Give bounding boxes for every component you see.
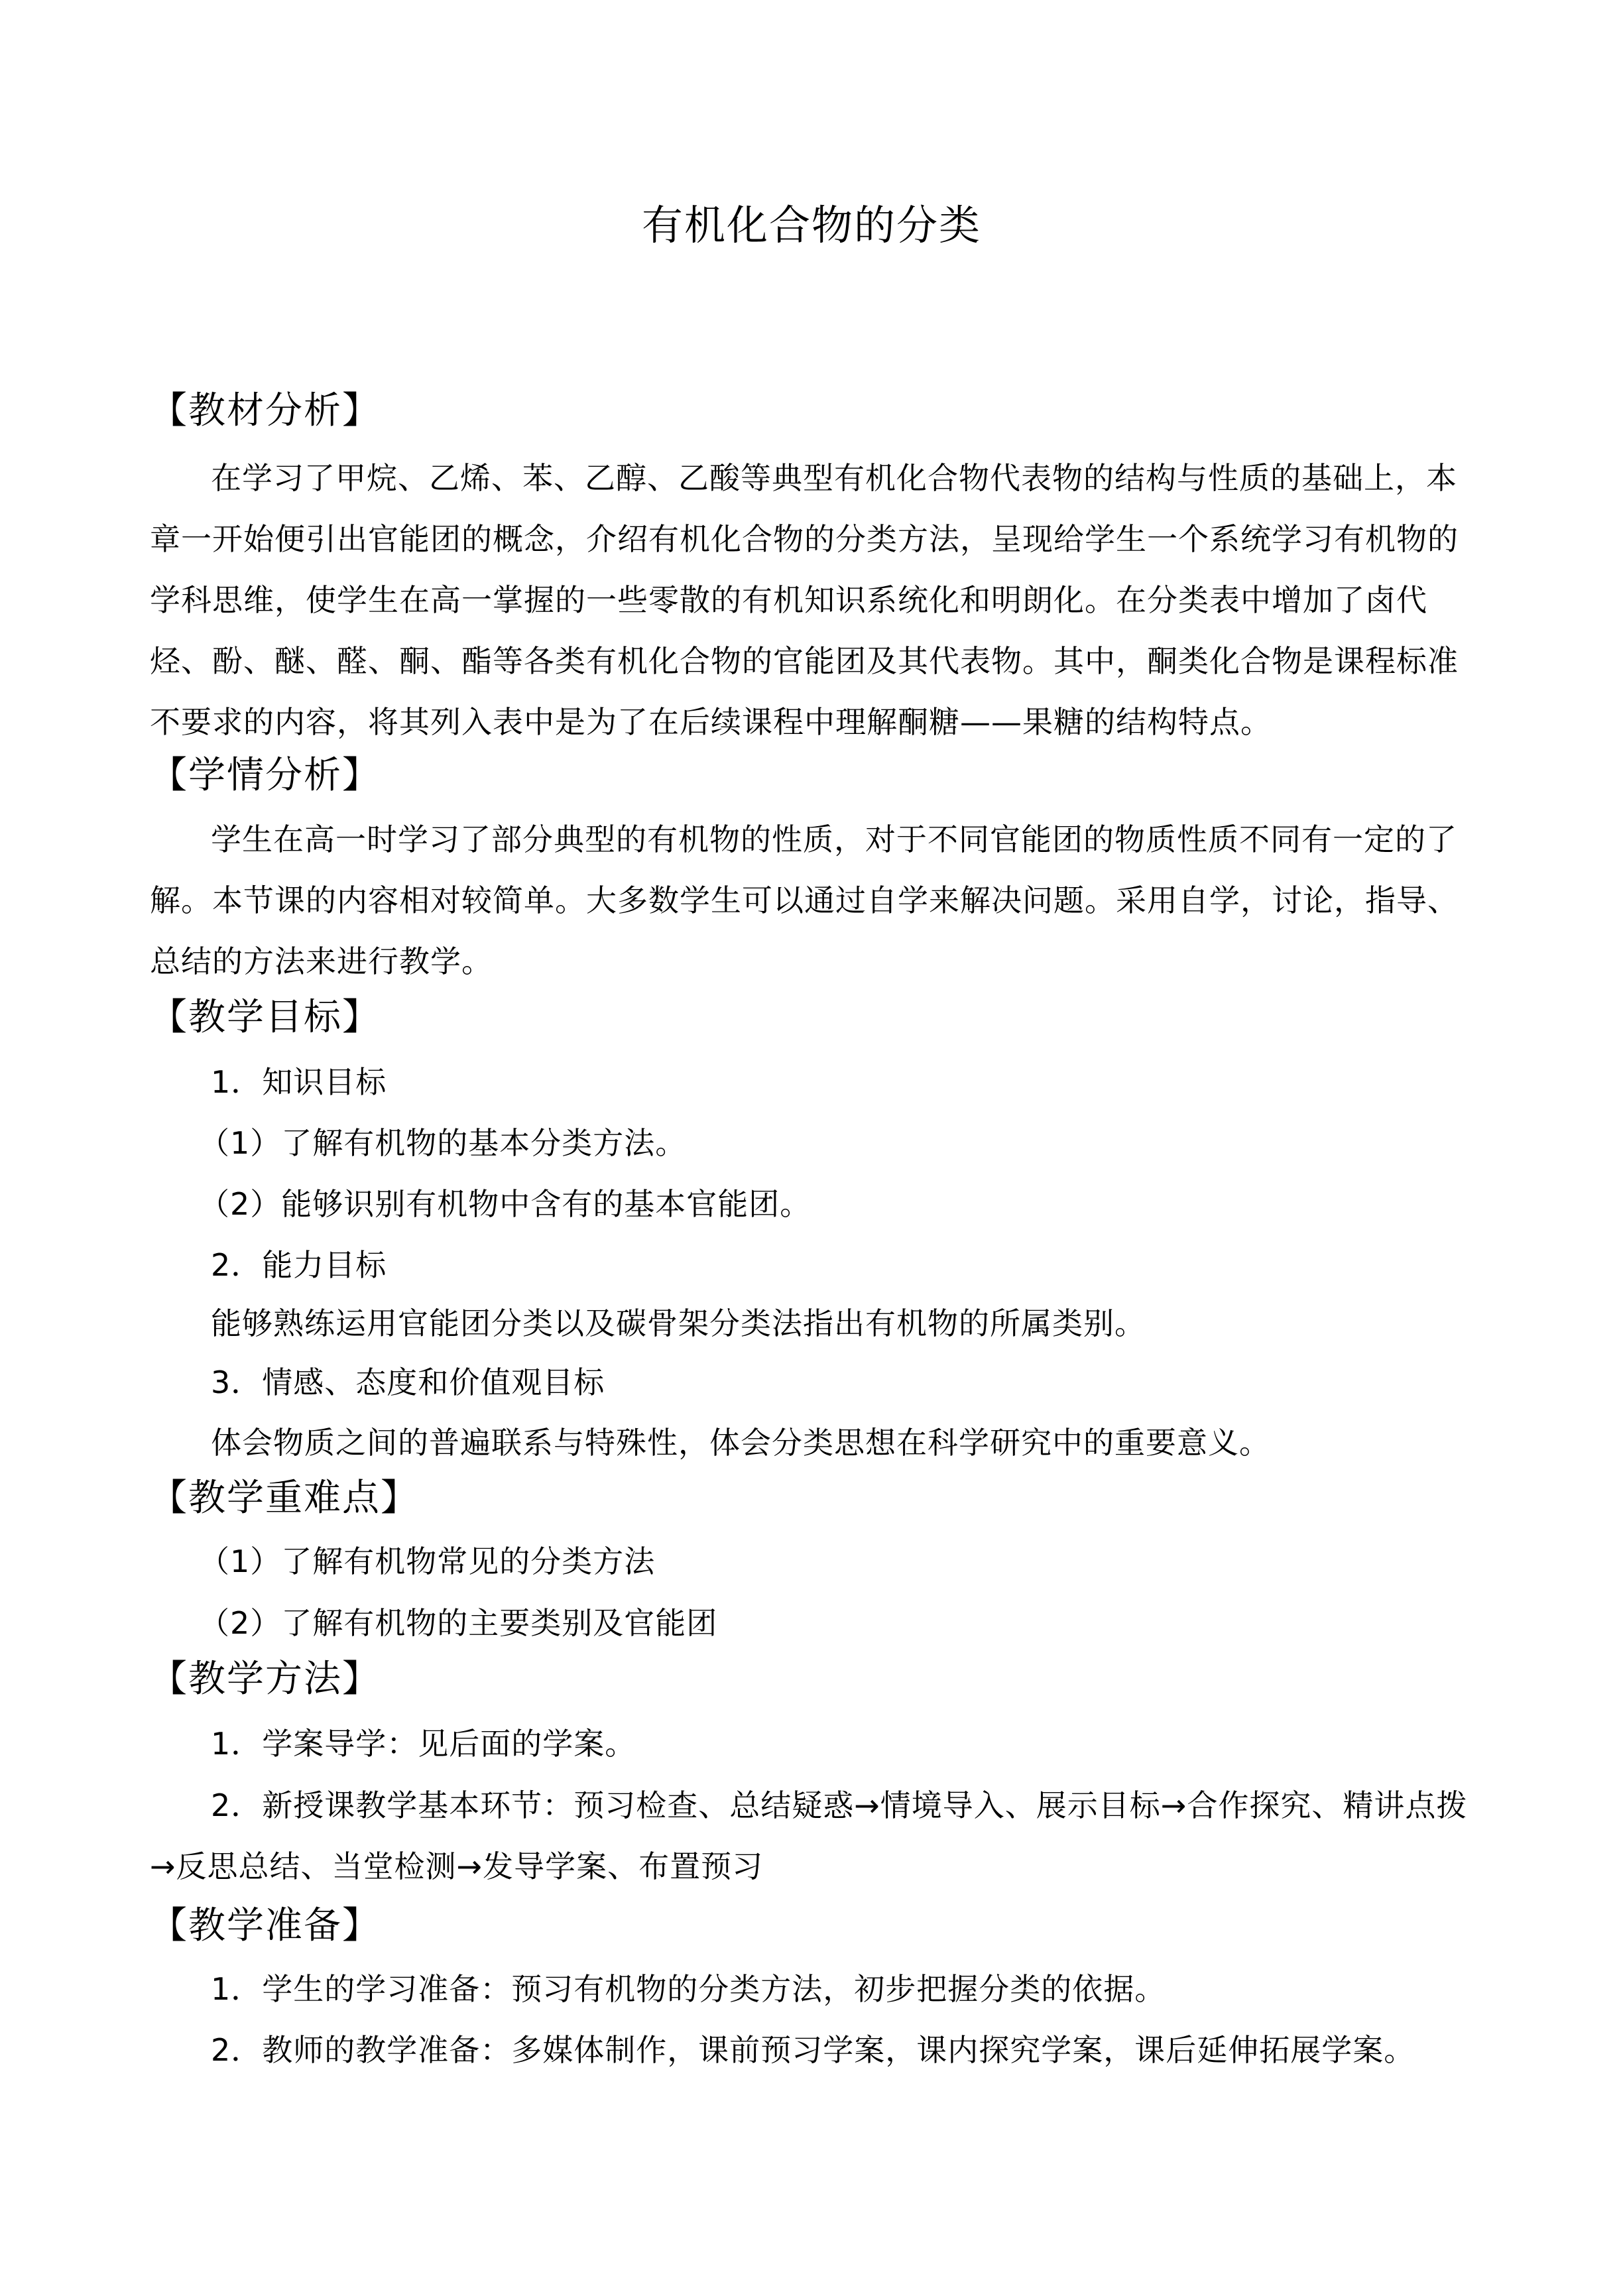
section-heading-key-points: 【教学重难点】 [150, 1477, 419, 1520]
section-heading-textbook: 【教材分析】 [150, 389, 381, 432]
page-title: 有机化合物的分类 [641, 201, 981, 249]
goal-knowledge-item-2: （2）能够识别有机物中含有的基本官能团。 [199, 1186, 812, 1222]
preparation-item-2: 2．教师的教学准备：多媒体制作，课前预习学案，课内探究学案，课后延伸拓展学案。 [211, 2032, 1415, 2068]
key-point-1: （1）了解有机物常见的分类方法 [199, 1543, 656, 1579]
goal-ability: 2．能力目标 [211, 1247, 387, 1283]
section-heading-students: 【学情分析】 [150, 754, 381, 797]
goal-emotion-text: 体会物质之间的普遍联系与特殊性，体会分类思想在科学研究中的重要意义。 [211, 1425, 1270, 1461]
goal-emotion: 3．情感、态度和价值观目标 [211, 1364, 605, 1400]
section-heading-goals: 【教学目标】 [150, 996, 381, 1039]
key-point-2: （2）了解有机物的主要类别及官能团 [199, 1605, 718, 1641]
goal-ability-text: 能够熟练运用官能团分类以及碳骨架分类法指出有机物的所属类别。 [211, 1305, 1146, 1341]
preparation-item-1: 1．学生的学习准备：预习有机物的分类方法，初步把握分类的依据。 [211, 1971, 1166, 2007]
method-item-2: 2．新授课教学基本环节：预习检查、总结疑惑→情境导入、展示目标→合作探究、精讲点拨→反思总结、当堂检测→发导学案、布置预习 [150, 1787, 1468, 1884]
section-heading-preparation: 【教学准备】 [150, 1904, 381, 1947]
student-analysis-text: 学生在高一时学习了部分典型的有机物的性质，对于不同官能团的物质性质不同有一定的了解。本节课的内容相对较简单。大多数学生可以通过自学来解决问题。采用自学，讨论，指导、总结的方法来进行教学。 [150, 821, 1459, 979]
textbook-analysis-text: 在学习了甲烷、乙烯、苯、乙醇、乙酸等典型有机化合物代表物的结构与性质的基础上，本章一开始便引出官能团的概念，介绍有机化合物的分类方法，呈现给学生一个系统学习有机物的学科思维，使学生在高一掌握的一些零散的有机知识系统化和明朗化。在分类表中增加了卤代烃、酚、醚、醛、酮、酯等各类有机化合物的官能团及其代表物。其中，酮类化合物是课程标准不要求的内容，将其列入表中是为了在后续课程中理解酮糖——果糖的结构特点。 [150, 460, 1459, 740]
goal-knowledge: 1．知识目标 [211, 1064, 387, 1100]
goal-knowledge-item-1: （1）了解有机物的基本分类方法。 [199, 1125, 687, 1161]
section-heading-methods: 【教学方法】 [150, 1658, 381, 1701]
method-item-1: 1．学案导学：见后面的学案。 [211, 1726, 636, 1762]
